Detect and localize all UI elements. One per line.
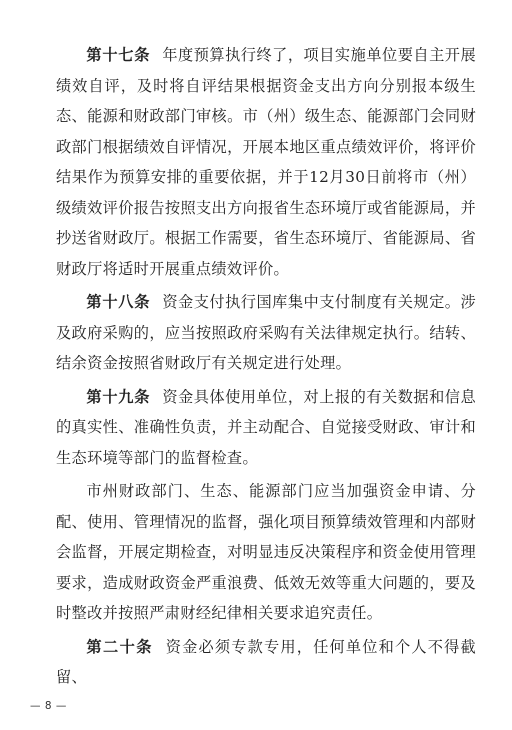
article-number: 第十九条 — [86, 387, 151, 406]
article-text: 市州财政部门、生态、能源部门应当加强资金申请、分配、使用、管理情况的监督，强化项目预算绩效管理和内部财会监督，开展定期检查，对明显违反决策程序和资金使用管理要求，造成财政资金严重浪费、低效无效等重大问题的，要及时整改并按照严肃财经纪律相关要求追究责任。 — [56, 482, 476, 622]
article-18-paragraph — [56, 287, 476, 379]
article-number: 第十八条 — [86, 293, 151, 311]
article-number: 第十七条 — [86, 46, 151, 64]
article-number: 第二十条 — [86, 637, 153, 656]
document-body — [56, 40, 476, 696]
article-20-paragraph — [56, 632, 476, 693]
article-text: 资金支付执行国库集中支付制度有关规定。涉及政府采购的，应当按照政府采购有关法律规定执行。结转、结余资金按照省财政厅有关规定进行处理。 — [56, 293, 477, 372]
article-19-continuation-paragraph — [56, 476, 476, 629]
article-text: 资金必须专款专用，任何单位和个人不得截留、 — [56, 637, 476, 686]
article-17-paragraph — [56, 40, 476, 284]
article-text: 资金具体使用单位，对上报的有关数据和信息的真实性、准确性负责，并主动配合、自觉接受财政、审计和生态环境等部门的监督检查。 — [56, 387, 477, 467]
article-text: 年度预算执行终了，项目实施单位要自主开展绩效自评，及时将自评结果根据资金支出方向分别报本级生态、能源和财政部门审核。市（州）级生态、能源部门会同财政部门根据绩效自评情况，开展本地区重点绩效评价，将评价结果作为预算安排的重要依据，并于12月30日前将市（州）级绩效评价报告按照支出方向报省生态环境厅或省能源局，并抄送省财政厅。根据工作需要，省生态环境厅、省能源局、省财政厅将适时开展重点绩效评价。 — [56, 46, 477, 278]
article-19-paragraph — [56, 382, 476, 474]
page-number: — 8 — — [30, 700, 67, 712]
